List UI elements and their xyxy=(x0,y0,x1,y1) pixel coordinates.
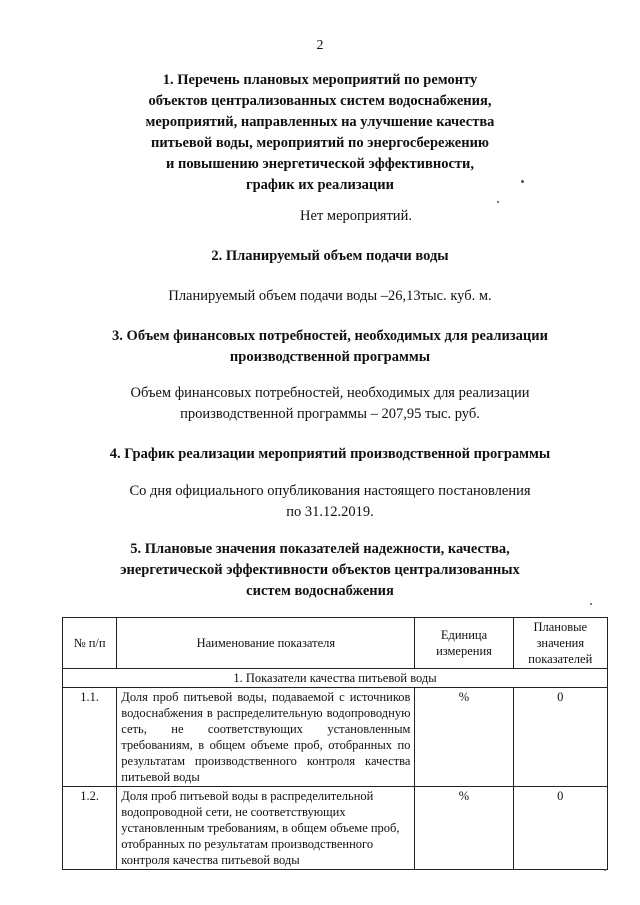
table-section-row xyxy=(63,669,608,688)
heading-line: энергетической эффективности объектов централизованных xyxy=(120,562,520,578)
scan-speck xyxy=(497,201,499,203)
heading-line: график их реализации xyxy=(245,177,394,193)
header-unit: Единица измерения xyxy=(415,618,513,669)
table-row xyxy=(63,688,608,787)
section-1-body xyxy=(36,206,640,227)
table-section-title: 1. Показатели качества питьевой воды xyxy=(63,669,608,688)
row-unit: % xyxy=(415,688,513,787)
section-1-heading xyxy=(0,70,640,196)
heading-line: 4. График реализации мероприятий производственной программы xyxy=(109,446,551,462)
heading-line: 5. Плановые значения показателей надежности, качества, xyxy=(130,541,510,557)
header-name: Наименование показателя xyxy=(117,618,415,669)
row-value: 0 xyxy=(513,688,607,787)
heading-line: питьевой воды, мероприятий по энергосбережению xyxy=(150,135,490,151)
row-value: 0 xyxy=(513,787,607,870)
heading-line: мероприятий, направленных на улучшение качества xyxy=(145,114,495,130)
table-header-row xyxy=(63,618,608,669)
heading-line: систем водоснабжения xyxy=(246,583,394,599)
indicators-table xyxy=(62,617,608,870)
section-2-heading xyxy=(10,246,640,267)
heading-line: 1. Перечень плановых мероприятий по ремонту xyxy=(162,72,478,88)
row-num: 1.2. xyxy=(63,787,117,870)
section-3-body xyxy=(10,383,640,425)
heading-line: 2. Планируемый объем подачи воды xyxy=(211,248,449,264)
heading-line: производственной программы xyxy=(229,349,431,365)
section-2-body xyxy=(10,286,640,307)
body-line: Планируемый объем подачи воды –26,13тыс. куб. м. xyxy=(168,288,492,304)
body-line: Объем финансовых потребностей, необходимых для реализации xyxy=(130,385,530,401)
section-4-heading xyxy=(10,444,640,465)
section-5-heading xyxy=(0,539,640,602)
header-num: № п/п xyxy=(63,618,117,669)
body-line: Нет мероприятий. xyxy=(300,208,412,224)
table-row xyxy=(63,787,608,870)
scan-speck xyxy=(590,603,592,605)
scan-speck xyxy=(521,180,524,183)
scan-speck xyxy=(604,869,606,871)
heading-line: 3. Объем финансовых потребностей, необходимых для реализации xyxy=(112,328,548,344)
row-unit: % xyxy=(415,787,513,870)
section-4-body xyxy=(10,481,640,523)
row-num: 1.1. xyxy=(63,688,117,787)
heading-line: и повышению энергетической эффективности, xyxy=(166,156,474,172)
body-line: производственной программы – 207,95 тыс. руб. xyxy=(180,406,480,422)
body-line: Со дня официального опубликования настоящего постановления xyxy=(129,483,531,499)
page-number: 2 xyxy=(316,38,324,53)
header-value: Плановые значения показателей xyxy=(513,618,607,669)
row-name: Доля проб питьевой воды, подаваемой с источников водоснабжения в распределительную водопроводную сеть, не соответствующих установленным требованиям, в общем объеме проб, отобранных по результатам производственного контроля качества питьевой воды xyxy=(117,688,415,787)
section-3-heading xyxy=(10,326,640,368)
heading-line: объектов централизованных систем водоснабжения, xyxy=(148,93,492,109)
row-name: Доля проб питьевой воды в распределительной водопроводной сети, не соответствующих установленным требованиям, в общем объеме проб, отобранных по результатам производственного контроля качества питьевой воды xyxy=(117,787,415,870)
body-line: по 31.12.2019. xyxy=(286,504,374,520)
